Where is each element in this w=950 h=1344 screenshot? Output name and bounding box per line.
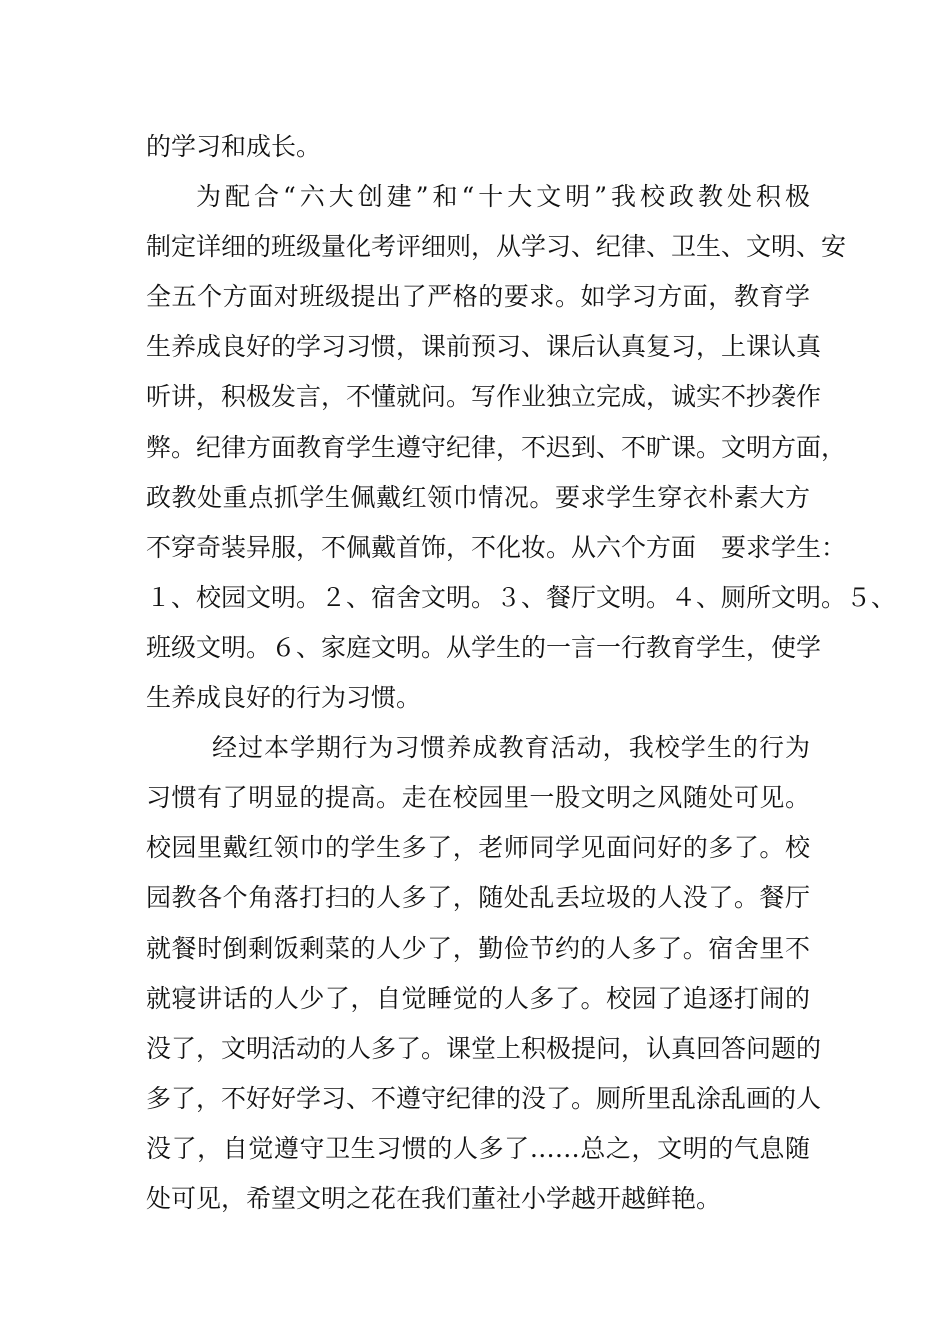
text-line: 没了，文明活动的人多了。课堂上积极提问，认真回答问题的	[146, 1033, 822, 1063]
text-line: 就寝讲话的人少了，自觉睡觉的人多了。校园了追逐打闹的	[146, 983, 810, 1013]
text-line: 生养成良好的学习习惯，课前预习、课后认真复习，上课认真	[146, 332, 822, 362]
text-line: 弊。纪律方面教育学生遵守纪律，不迟到、不旷课。文明方面，	[146, 432, 847, 462]
text-line: 多了，不好好学习、不遵守纪律的没了。厕所里乱涂乱画的人	[146, 1083, 822, 1113]
text-line: 就餐时倒剩饭剩菜的人少了，勤俭节约的人多了。宿舍里不	[146, 933, 810, 963]
text-line: 的学习和成长。	[146, 132, 322, 161]
text-line: 不穿奇装异服，不佩戴首饰，不化妆。从六个方面 要求学生：	[146, 532, 847, 562]
text-line: 习惯有了明显的提高。走在校园里一股文明之风随处可见。	[146, 783, 810, 813]
text-line: 校园里戴红领巾的学生多了，老师同学见面问好的多了。校	[146, 833, 810, 863]
text-line: 处可见，希望文明之花在我们董社小学越开越鲜艳。	[146, 1183, 722, 1213]
text-line: 园教各个角落打扫的人多了，随处乱丢垃圾的人没了。餐厅	[146, 883, 810, 913]
text-line: 生养成良好的行为习惯。	[146, 683, 422, 713]
text-line: １、校园文明。２、宿舍文明。３、餐厅文明。４、厕所文明。５、	[146, 582, 897, 612]
text-line: 经过本学期行为习惯养成教育活动，我校学生的行为	[212, 733, 810, 763]
text-line: 为配合“六大创建”和“十大文明”我校政教处积极	[196, 182, 810, 212]
text-line: 听讲，积极发言，不懂就问。写作业独立完成，诚实不抄袭作	[146, 382, 822, 412]
text-line: 政教处重点抓学生佩戴红领巾情况。要求学生穿衣朴素大方	[146, 482, 810, 512]
text-line: 班级文明。６、家庭文明。从学生的一言一行教育学生，使学	[146, 632, 822, 662]
text-line: 没了，自觉遵守卫生习惯的人多了……总之，文明的气息随	[146, 1133, 810, 1163]
text-line: 制定详细的班级量化考评细则，从学习、纪律、卫生、文明、安	[146, 232, 847, 262]
text-line: 全五个方面对班级提出了严格的要求。如学习方面，教育学	[146, 282, 810, 312]
document-body	[146, 122, 897, 1224]
